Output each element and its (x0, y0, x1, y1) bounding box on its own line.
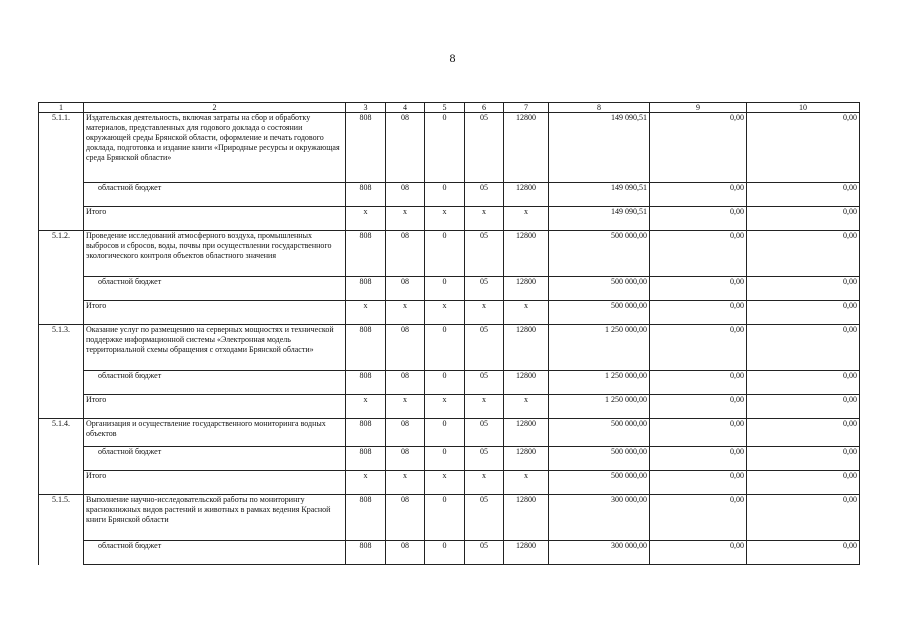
budget-code-cell: x (386, 395, 425, 419)
amount-cell: 0,00 (747, 471, 860, 495)
budget-code-cell: x (346, 301, 386, 325)
row-description: областной бюджет (84, 277, 346, 301)
item-code-continuation (39, 371, 84, 395)
budget-code-cell: x (504, 301, 549, 325)
table-row-total (39, 471, 860, 495)
budget-code-cell: 12800 (504, 419, 549, 447)
budget-code-cell: 05 (465, 277, 504, 301)
amount-cell: 0,00 (747, 207, 860, 231)
budget-code-cell: 808 (346, 447, 386, 471)
budget-code-cell: 808 (346, 495, 386, 541)
table-row-source (39, 277, 860, 301)
budget-code-cell: 08 (386, 231, 425, 277)
budget-code-cell: 12800 (504, 183, 549, 207)
amount-cell: 500 000,00 (549, 447, 650, 471)
table-row-source (39, 447, 860, 471)
budget-code-cell: x (346, 207, 386, 231)
row-description: Итого (84, 471, 346, 495)
budget-code-cell: x (425, 301, 465, 325)
budget-code-cell: x (465, 471, 504, 495)
budget-code-cell: 05 (465, 419, 504, 447)
column-number-header: 9 (650, 103, 747, 113)
budget-code-cell: 0 (425, 495, 465, 541)
budget-code-cell: 808 (346, 541, 386, 565)
budget-code-cell: x (386, 471, 425, 495)
row-description: Итого (84, 207, 346, 231)
amount-cell: 0,00 (747, 113, 860, 183)
budget-code-cell: 08 (386, 495, 425, 541)
table-header-row (39, 103, 860, 113)
table-row-item (39, 113, 860, 183)
item-code: 5.1.5. (39, 495, 84, 541)
item-code-continuation (39, 301, 84, 325)
budget-code-cell: 0 (425, 183, 465, 207)
column-number-header: 1 (39, 103, 84, 113)
amount-cell: 1 250 000,00 (549, 395, 650, 419)
budget-code-cell: x (465, 395, 504, 419)
page-number: 8 (449, 51, 456, 65)
budget-code-cell: 08 (386, 113, 425, 183)
budget-code-cell: 0 (425, 371, 465, 395)
row-description: Издательская деятельность, включая затраты на сбор и обработку материалов, представленных для годового доклада о состоянии окружающей среды Брянской области, оформление и печать годового доклада, подготовка и издание книги «Природные ресурсы и окружающая среда Брянской области» (84, 113, 346, 183)
budget-code-cell: 808 (346, 183, 386, 207)
budget-code-cell: 12800 (504, 541, 549, 565)
table-row-item (39, 231, 860, 277)
row-description: Итого (84, 301, 346, 325)
budget-code-cell: 12800 (504, 113, 549, 183)
budget-code-cell: 12800 (504, 495, 549, 541)
amount-cell: 0,00 (747, 301, 860, 325)
column-number-header: 10 (747, 103, 860, 113)
budget-code-cell: 12800 (504, 447, 549, 471)
budget-code-cell: 808 (346, 277, 386, 301)
item-code: 5.1.4. (39, 419, 84, 447)
amount-cell: 0,00 (650, 395, 747, 419)
column-number-header: 3 (346, 103, 386, 113)
row-description: областной бюджет (84, 541, 346, 565)
budget-code-cell: 808 (346, 325, 386, 371)
amount-cell: 0,00 (747, 277, 860, 301)
item-code: 5.1.3. (39, 325, 84, 371)
budget-code-cell: x (425, 395, 465, 419)
amount-cell: 0,00 (747, 495, 860, 541)
column-number-header: 4 (386, 103, 425, 113)
table-row-source (39, 541, 860, 565)
row-description: Проведение исследований атмосферного воздуха, промышленных выбросов и сбросов, воды, почвы при осуществлении государственного экологического контроля объектов областного значения (84, 231, 346, 277)
amount-cell: 0,00 (650, 447, 747, 471)
row-description: областной бюджет (84, 447, 346, 471)
amount-cell: 0,00 (650, 277, 747, 301)
row-description: областной бюджет (84, 371, 346, 395)
column-number-header: 2 (84, 103, 346, 113)
budget-code-cell: 0 (425, 231, 465, 277)
item-code-continuation (39, 207, 84, 231)
budget-code-cell: 0 (425, 113, 465, 183)
budget-code-cell: 08 (386, 541, 425, 565)
amount-cell: 300 000,00 (549, 541, 650, 565)
budget-table (38, 102, 860, 565)
amount-cell: 500 000,00 (549, 277, 650, 301)
amount-cell: 500 000,00 (549, 231, 650, 277)
amount-cell: 149 090,51 (549, 113, 650, 183)
item-code-continuation (39, 447, 84, 471)
budget-code-cell: x (504, 207, 549, 231)
table-row-source (39, 183, 860, 207)
budget-code-cell: x (346, 395, 386, 419)
amount-cell: 0,00 (650, 301, 747, 325)
budget-code-cell: 08 (386, 183, 425, 207)
budget-code-cell: x (346, 471, 386, 495)
row-description: областной бюджет (84, 183, 346, 207)
amount-cell: 0,00 (650, 325, 747, 371)
budget-code-cell: 808 (346, 113, 386, 183)
amount-cell: 0,00 (650, 471, 747, 495)
budget-code-cell: 12800 (504, 325, 549, 371)
budget-code-cell: 05 (465, 495, 504, 541)
amount-cell: 1 250 000,00 (549, 325, 650, 371)
column-number-header: 8 (549, 103, 650, 113)
item-code-continuation (39, 277, 84, 301)
amount-cell: 500 000,00 (549, 301, 650, 325)
amount-cell: 300 000,00 (549, 495, 650, 541)
column-number-header: 5 (425, 103, 465, 113)
budget-code-cell: 08 (386, 325, 425, 371)
amount-cell: 0,00 (650, 541, 747, 565)
item-code-continuation (39, 395, 84, 419)
budget-code-cell: 0 (425, 419, 465, 447)
budget-code-cell: 05 (465, 325, 504, 371)
budget-code-cell: 12800 (504, 371, 549, 395)
budget-code-cell: x (465, 207, 504, 231)
item-code-continuation (39, 541, 84, 565)
amount-cell: 0,00 (747, 419, 860, 447)
amount-cell: 1 250 000,00 (549, 371, 650, 395)
budget-code-cell: 808 (346, 419, 386, 447)
amount-cell: 0,00 (747, 371, 860, 395)
budget-code-cell: 08 (386, 371, 425, 395)
amount-cell: 500 000,00 (549, 419, 650, 447)
amount-cell: 0,00 (650, 231, 747, 277)
column-number-header: 6 (465, 103, 504, 113)
budget-code-cell: 05 (465, 231, 504, 277)
amount-cell: 0,00 (650, 495, 747, 541)
budget-code-cell: 05 (465, 183, 504, 207)
amount-cell: 0,00 (747, 447, 860, 471)
table-row-item (39, 325, 860, 371)
budget-code-cell: 808 (346, 231, 386, 277)
item-code: 5.1.2. (39, 231, 84, 277)
amount-cell: 0,00 (650, 371, 747, 395)
item-code: 5.1.1. (39, 113, 84, 183)
budget-code-cell: x (425, 471, 465, 495)
amount-cell: 0,00 (650, 113, 747, 183)
budget-code-cell: 0 (425, 277, 465, 301)
budget-code-cell: 08 (386, 277, 425, 301)
table-row-total (39, 301, 860, 325)
amount-cell: 149 090,51 (549, 183, 650, 207)
row-description: Организация и осуществление государственного мониторинга водных объектов (84, 419, 346, 447)
table-row-item (39, 419, 860, 447)
budget-code-cell: x (386, 301, 425, 325)
budget-code-cell: 12800 (504, 231, 549, 277)
budget-code-cell: 08 (386, 419, 425, 447)
budget-code-cell: x (465, 301, 504, 325)
item-code-continuation (39, 471, 84, 495)
amount-cell: 500 000,00 (549, 471, 650, 495)
amount-cell: 0,00 (650, 207, 747, 231)
budget-code-cell: x (504, 471, 549, 495)
row-description: Выполнение научно-исследовательской работы по мониторингу краснокнижных видов растений и животных в рамках ведения Красной книги Брянской области (84, 495, 346, 541)
item-code-continuation (39, 183, 84, 207)
budget-code-cell: 808 (346, 371, 386, 395)
table-row-total (39, 207, 860, 231)
budget-code-cell: x (425, 207, 465, 231)
budget-code-cell: x (386, 207, 425, 231)
column-number-header: 7 (504, 103, 549, 113)
row-description: Итого (84, 395, 346, 419)
budget-code-cell: 05 (465, 541, 504, 565)
budget-code-cell: 05 (465, 371, 504, 395)
budget-code-cell: 05 (465, 447, 504, 471)
amount-cell: 0,00 (650, 419, 747, 447)
amount-cell: 0,00 (747, 231, 860, 277)
budget-code-cell: 0 (425, 541, 465, 565)
amount-cell: 0,00 (747, 183, 860, 207)
budget-code-cell: 0 (425, 325, 465, 371)
amount-cell: 149 090,51 (549, 207, 650, 231)
table-row-item (39, 495, 860, 541)
amount-cell: 0,00 (747, 541, 860, 565)
budget-code-cell: x (504, 395, 549, 419)
table-row-source (39, 371, 860, 395)
table-row-total (39, 395, 860, 419)
row-description: Оказание услуг по размещению на серверных мощностях и технической поддержке информационной системы «Электронная модель территориальной схемы обращения с отходами Брянской области» (84, 325, 346, 371)
amount-cell: 0,00 (747, 325, 860, 371)
budget-code-cell: 08 (386, 447, 425, 471)
budget-code-cell: 12800 (504, 277, 549, 301)
budget-code-cell: 0 (425, 447, 465, 471)
amount-cell: 0,00 (650, 183, 747, 207)
amount-cell: 0,00 (747, 395, 860, 419)
budget-code-cell: 05 (465, 113, 504, 183)
